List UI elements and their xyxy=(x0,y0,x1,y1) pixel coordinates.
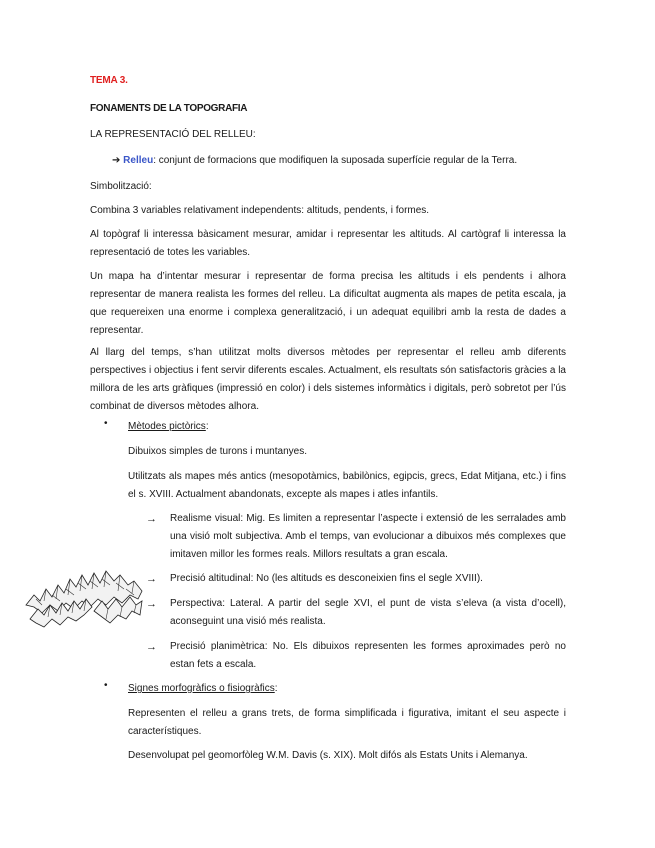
bullet-icon: • xyxy=(104,418,108,429)
arrow-item-text: Realisme visual: Mig. Es limiten a representar l’aspecte i extensió de les serralades amb una visió molt subjectiva. Amb el temps, van evolucionar a dibuixos més complexes que imitaven millor les formes reals. Millors resultats a gran escala. xyxy=(170,513,566,560)
arrow-item-text: Perspectiva: Lateral. A partir del segle XVI, el punt de vista s’eleva (a vista d’ocell), aconseguint una visió més realista. xyxy=(170,598,566,627)
bullet-heading-pictorics xyxy=(128,418,566,436)
pictorics-paragraph-2: Utilitzats als mapes més antics (mesopotàmics, babilònics, egipcis, grecs, Edat Mitjana, etc.) i fins el s. XVIII. Actualment abandonats, excepte als mapes i atles infantils. xyxy=(128,471,566,500)
arrow-item-text: Precisió planimètrica: No. Els dibuixos representen les formes aproximades però no estan fets a escala. xyxy=(170,641,566,670)
arrow-item-realisme xyxy=(146,510,566,564)
tema-label: TEMA 3. xyxy=(90,75,128,86)
morfografics-paragraph-2: Desenvolupat pel geomorfòleg W.M. Davis (s. XIX). Molt difós als Estats Units i Alemanya. xyxy=(128,750,528,761)
arrow-icon: → xyxy=(146,641,157,653)
arrow-item-perspectiva xyxy=(146,595,566,631)
definition-line xyxy=(112,152,566,170)
definition-text: : conjunt de formacions que modifiquen la suposada superfície regular de la Terra. xyxy=(153,155,518,166)
arrow-right-icon: ➔ xyxy=(112,155,121,166)
bullet-icon: • xyxy=(104,680,108,691)
pictorial-mountains-illustration xyxy=(22,545,148,637)
arrow-icon: → xyxy=(146,573,157,585)
paragraph-topograf: Al topògraf li interessa bàsicament mesurar, amidar i representar les altituds. Al cartògraf li interessa la representació de totes les variables. xyxy=(90,229,566,258)
paragraph-simbolitzacio: Simbolització: xyxy=(90,181,152,192)
heading-colon: : xyxy=(205,421,209,432)
heading-text: Mètodes pictòrics xyxy=(128,421,206,432)
pictorics-paragraph-1: Dibuixos simples de turons i muntanyes. xyxy=(128,446,307,457)
arrow-item-text: Precisió altitudinal: No (les altituds es desconeixien fins el segle XVIII). xyxy=(170,573,483,584)
bullet-heading-morfografics xyxy=(128,680,566,698)
paragraph-mapa: Un mapa ha d’intentar mesurar i representar de forma precisa les altituds i els pendents i alhora representar de manera realista les formes del relleu. La dificultat augmenta als mapes de petita escala, ja que requereixen una enorme i complexa generalització, i un adequat equilibri amb la resta de dades a representar. xyxy=(90,271,566,336)
document-title: FONAMENTS DE LA TOPOGRAFIA xyxy=(90,103,248,114)
arrow-icon: → xyxy=(146,598,157,610)
morfografics-paragraph-1: Representen el relleu a grans trets, de forma simplificada i figurativa, imitant el seu aspecte i característiques. xyxy=(128,708,566,737)
arrow-item-precisio-altitudinal xyxy=(146,570,566,588)
heading-colon: : xyxy=(274,683,278,694)
paragraph-variables: Combina 3 variables relativament independents: altituds, pendents, i formes. xyxy=(90,205,430,216)
arrow-item-precisio-planimetrica xyxy=(146,638,566,674)
paragraph-historia: Al llarg del temps, s’han utilitzat molts diversos mètodes per representar el relleu amb diferents perspectives i objectius i fent servir diferents escales. Actualment, els resultats són satisfactoris gràcies a la millora de les arts gràfiques (impressió en color) i dels sistemes informàtics i digitals, però sobretot per l’ús combinat de diversos mètodes alhora. xyxy=(90,347,566,412)
heading-text: Signes morfogràfics o fisiogràfics xyxy=(128,683,275,694)
arrow-icon: → xyxy=(146,513,157,525)
term-relleu: Relleu xyxy=(123,155,154,166)
section-heading: LA REPRESENTACIÓ DEL RELLEU: xyxy=(90,129,256,140)
